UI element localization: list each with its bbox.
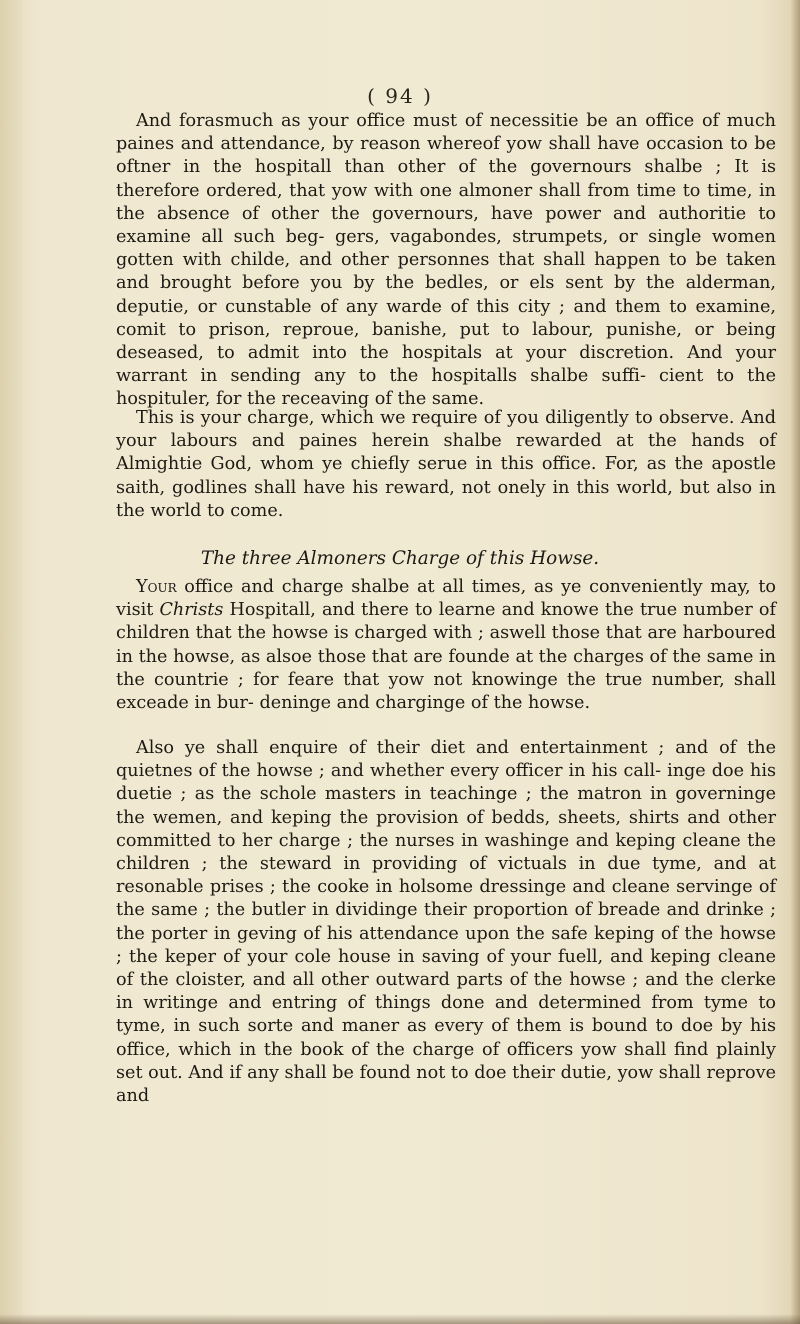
page-bottom-shadow (0, 1314, 800, 1324)
page-edge (790, 0, 800, 1324)
italic-name: Christs (159, 600, 224, 621)
paragraph-charge: This is your charge, which we require of you diligently to observe. And your labours and paines herein shalbe rewarded at the hands of Almightie God, whom ye chiefly serue in this office. For, as the apostle saith, godlines shall have his reward, not onely in this world, but also in the world to come. (116, 408, 776, 521)
page-binding-shadow (0, 0, 22, 1324)
paragraph-enquire: Also ye shall enquire of their diet and entertainment ; and of the quietnes of the howse ; and whether every officer in his call- inge doe his duetie ; as the schole masters in teachinge ; the matron in governinge the wemen, and keping the provision of bedds, sheets, shirts and other committed to her charge ; the nurses in washinge and keping cleane the children ; the steward in providing of victuals in due tyme, and at resonable prises ; the cooke in holsome dressinge and cleane servinge of the same ; the butler in dividinge their proportion of breade and drinke ; the porter in geving of his attendance upon the safe keping of the howse ; the keper of your cole house in saving of your fuell, and keping cleane of the cloister, and all other outward parts of the howse ; and the clerke in writinge and entring of things done and determined from tyme to tyme, in such sorte and maner as every of them is bound to doe by his office, which in the book of the charge of officers yow shall find plainly set out. And if any shall be found not to doe their dutie, yow shall reprove and (116, 738, 776, 1107)
paragraph-forasmuch: And forasmuch as your office must of necessitie be an office of much paines and attendance, by reason whereof yow shall have occasion to be oftner in the hospitall than other of the governours shalbe ; It is therefore ordered, that yow with one almoner shall from time to time, in the absence of other the governours, have power and authoritie to examine all such beg- gers, vagabondes, strumpets, or single women gotten with childe, and other personnes that shall happen to be taken and brought before you by the bedles, or els sent by the alderman, deputie, or cunstable of any warde of this city ; and them to examine, comit to prison, reproue, banishe, put to labour, punishe, or being deseased, to admit into the hospitals at your discretion. And your warrant in sending any to the hospitalls shalbe suffi- cient to the hospituler, for the receaving of the same. (116, 111, 776, 410)
section-heading: The three Almoners Charge of this Howse. (200, 548, 600, 569)
page-number: ( 94 ) (367, 84, 433, 108)
paragraph-office (116, 576, 776, 715)
lead-word: Your (136, 577, 177, 597)
paragraph-text: Hospitall, and there to learne and knowe the true number of children that the howse is charged with ; aswell those that are harboured in the howse, as alsoe those that are founde at the charges of the same in the countrie ; for feare that yow not knowinge the true number, shall exceade in bur- deninge and charginge of the howse. (116, 600, 776, 714)
paragraph-text: office and charge shalbe at all times, as ye conveniently may, to visit (116, 577, 776, 621)
